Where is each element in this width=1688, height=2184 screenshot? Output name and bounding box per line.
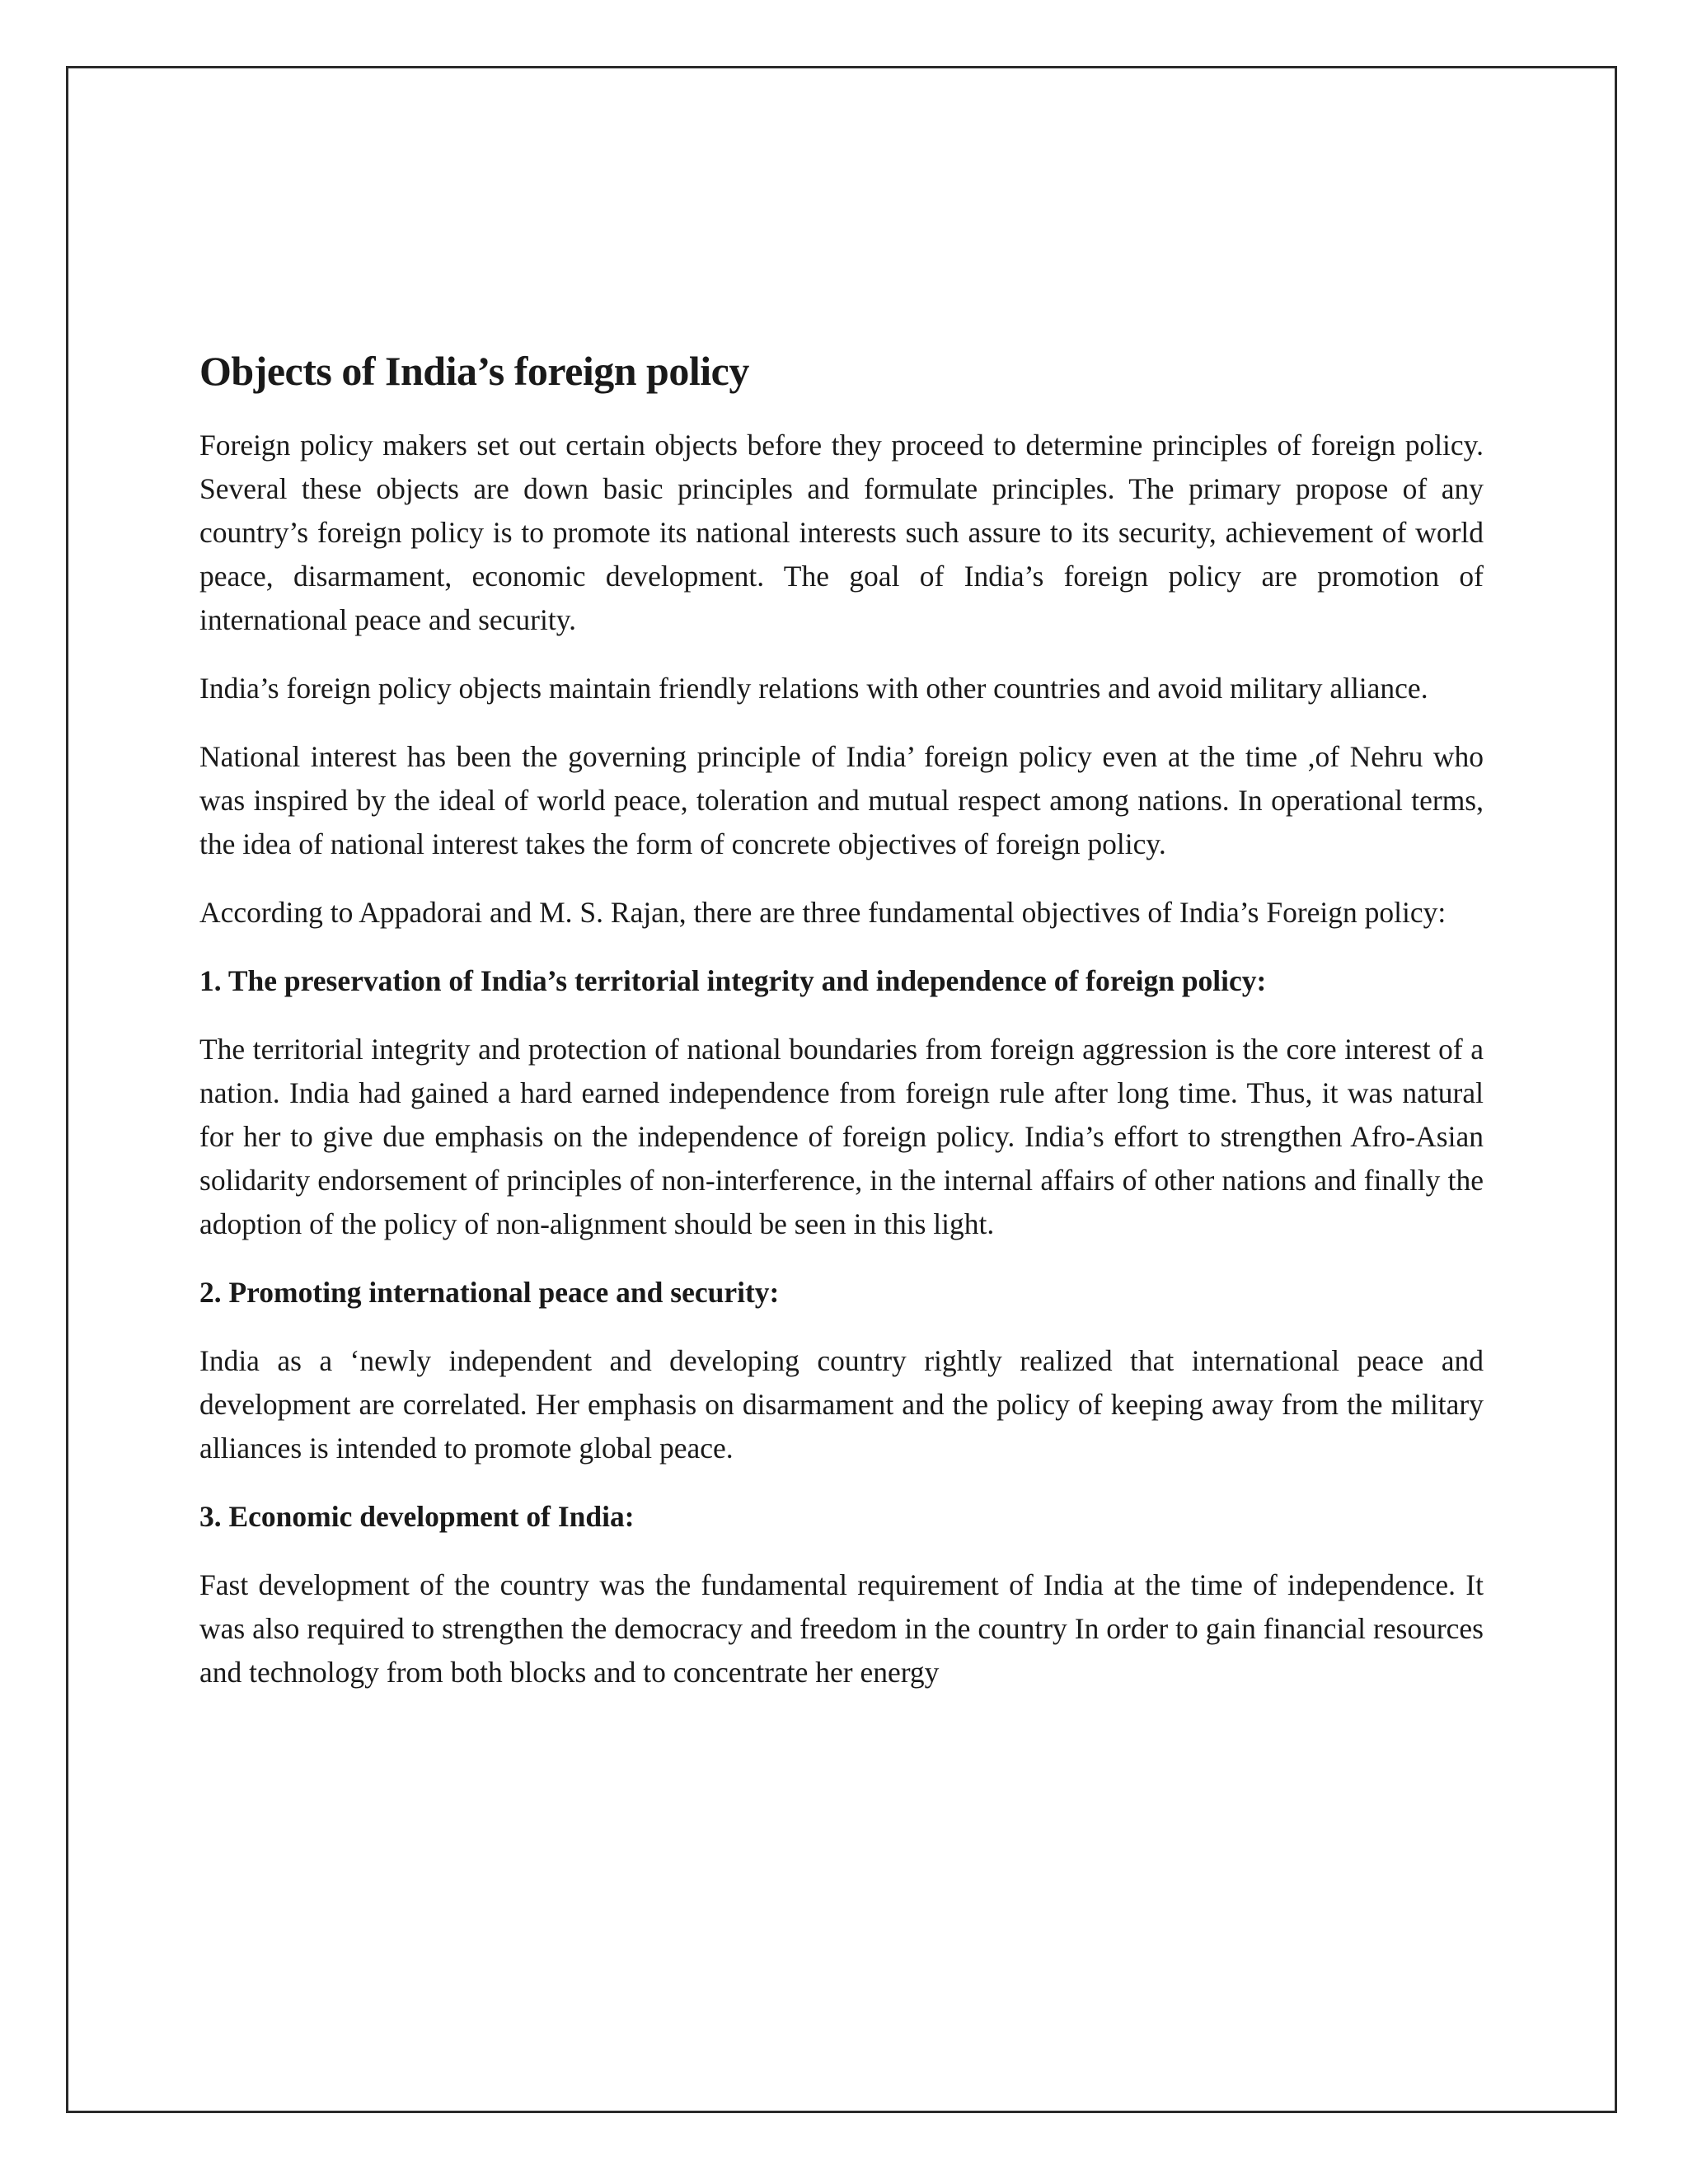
document-body [199,346,1484,1719]
section-heading-international-peace: 2. Promoting international peace and security: [199,1276,780,1309]
page-title: Objects of India’s foreign policy [199,348,749,394]
section-heading-economic-development: 3. Economic development of India: [199,1500,635,1533]
section-body-international-peace: India as a ‘newly independent and developing country rightly realized that international peace and development are correlated. Her emphasis on disarmament and the policy of keeping away from the military alliances is intended to promote global peace. [199,1344,1484,1465]
section-body-territorial-integrity: The territorial integrity and protection of national boundaries from foreign aggression is the core interest of a nation. India had gained a hard earned independence from foreign rule after long time. Thus, it was natural for her to give due emphasis on the independence of foreign policy. India’s effort to strengthen Afro-Asian solidarity endorsement of principles of non-interference, in the internal affairs of other nations and finally the adoption of the policy of non-alignment should be seen in this light. [199,1033,1484,1240]
section-heading-territorial-integrity: 1. The preservation of India’s territorial integrity and independence of foreign policy: [199,964,1267,997]
intro-paragraph: India’s foreign policy objects maintain friendly relations with other countries and avoid military alliance. [199,672,1428,705]
intro-paragraph: National interest has been the governing principle of India’ foreign policy even at the time ,of Nehru who was inspired by the ideal of world peace, toleration and mutual respect among nations. In operational terms, the idea of national interest takes the form of concrete objectives of foreign policy. [199,740,1484,860]
intro-paragraph: Foreign policy makers set out certain objects before they proceed to determine principles of foreign policy. Several these objects are down basic principles and formulate principles. The primary propose of any country’s foreign policy is to promote its national interests such assure to its security, achievement of world peace, disarmament, economic development. The goal of India’s foreign policy are promotion of international peace and security. [199,429,1484,636]
intro-paragraph: According to Appadorai and M. S. Rajan, there are three fundamental objectives of India’s Foreign policy: [199,896,1447,929]
section-body-economic-development: Fast development of the country was the fundamental requirement of India at the time of independence. It was also required to strengthen the democracy and freedom in the country In order to gain financial resources and technology from both blocks and to concentrate her energy [199,1568,1484,1689]
